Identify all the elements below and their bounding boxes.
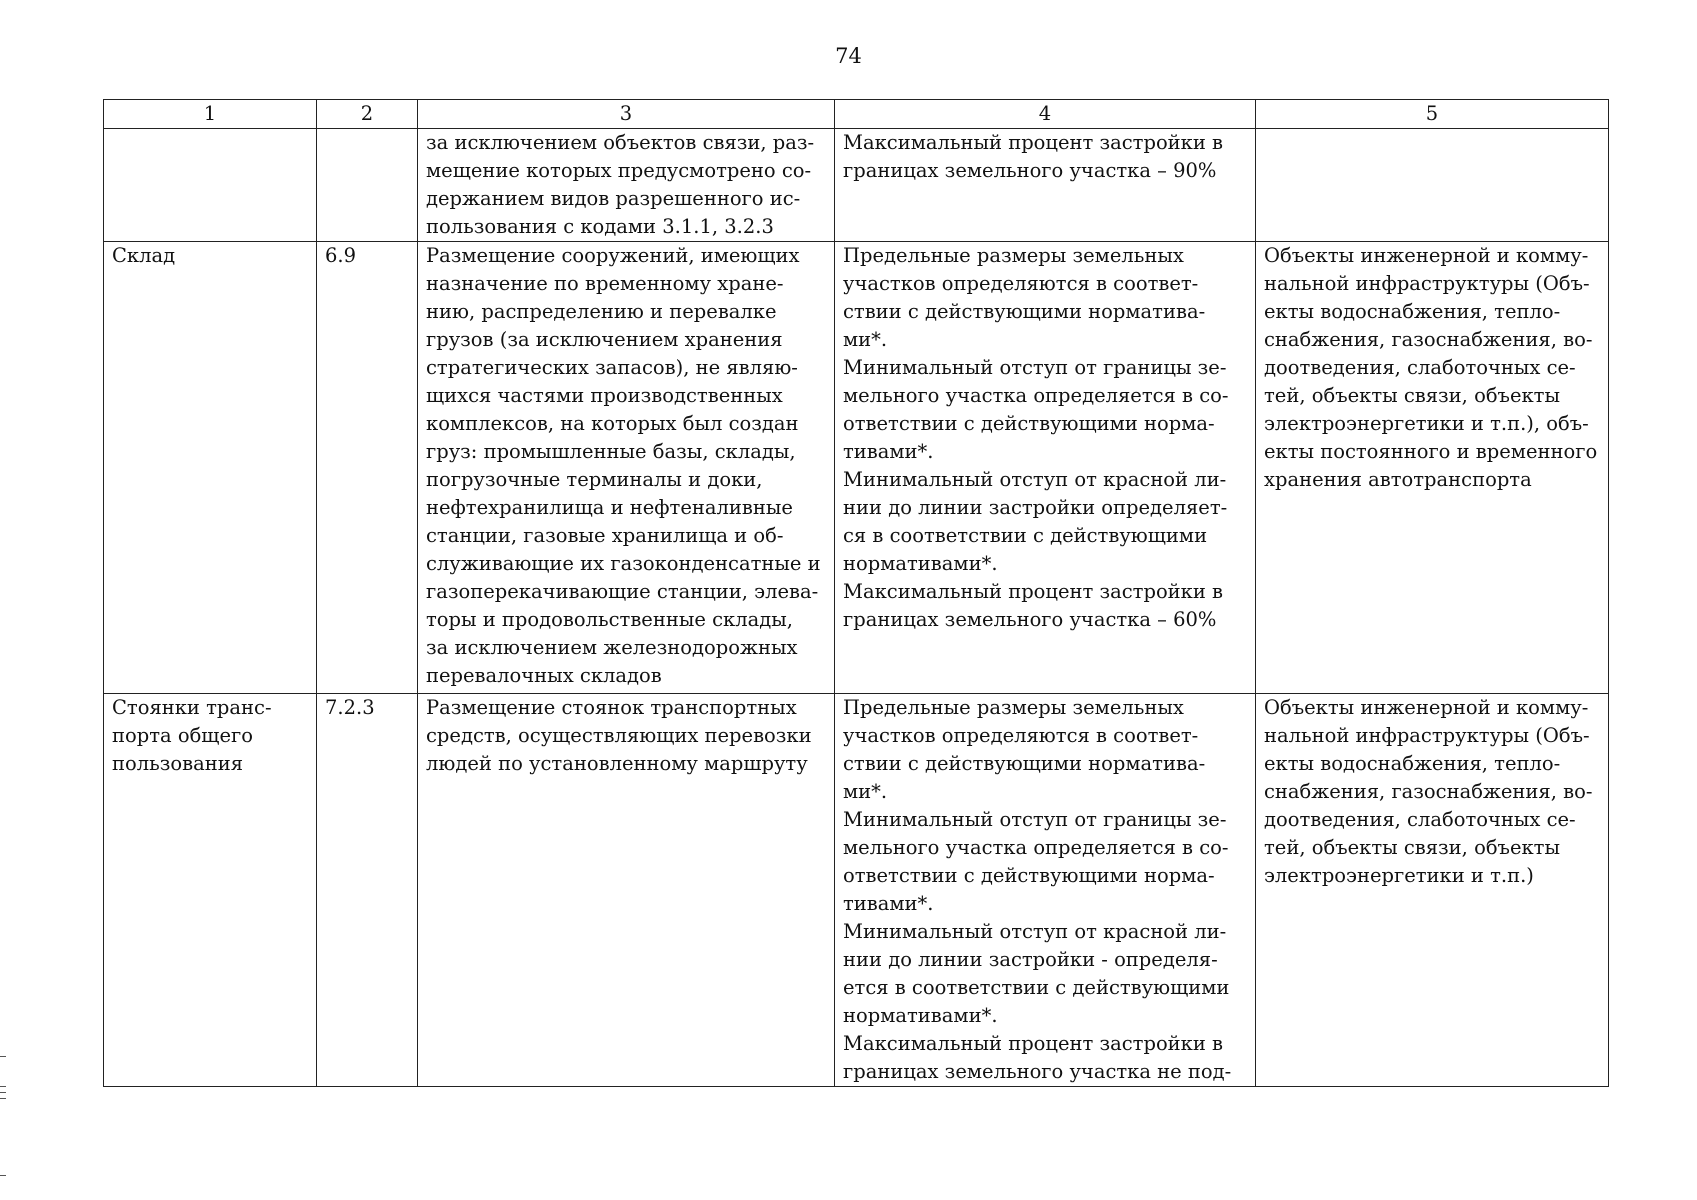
cell-text-line: мещение которых предусмотрено со- <box>426 159 812 182</box>
parameters-cell <box>835 694 1256 1087</box>
land-use-name-cell <box>104 242 317 694</box>
cell-text-line: щихся частями производственных <box>426 384 783 407</box>
cell-text-line: екты водоснабжения, тепло- <box>1264 752 1561 775</box>
cell-text-line: нальной инфраструктуры (Объ- <box>1264 272 1590 295</box>
cell-text-line: Размещение стоянок транспортных <box>426 696 797 719</box>
cell-text-line: мельного участка определяется в со- <box>843 384 1229 407</box>
cell-text-line: Объекты инженерной и комму- <box>1264 244 1589 267</box>
cell-text-line: газоперекачивающие станции, элева- <box>426 580 819 603</box>
code-cell <box>317 694 418 1087</box>
column-header-3: 3 <box>418 100 835 129</box>
cell-text-line: ствии с действующими нормативa- <box>843 752 1206 775</box>
column-header-4: 4 <box>835 100 1256 129</box>
cell-text-line: Стоянки транс- <box>112 696 272 719</box>
cell-text-line: участков определяются в соответ- <box>843 724 1199 747</box>
cell-text-line: держанием видов разрешенного ис- <box>426 187 801 210</box>
cell-text-line: средств, осуществляющих перевозки <box>426 724 812 747</box>
table-row <box>104 129 1609 242</box>
cell-text-line: станции, газовые хранилища и об- <box>426 524 784 547</box>
cell-text-line: участков определяются в соответ- <box>843 272 1199 295</box>
code-cell <box>317 242 418 694</box>
page-number: 74 <box>835 44 862 68</box>
auxiliary-objects-cell <box>1256 694 1609 1087</box>
cell-text-line: Максимальный процент застройки в <box>843 580 1224 603</box>
cell-text-line: Предельные размеры земельных <box>843 244 1184 267</box>
cell-text-line: ся в соответствии с действующими <box>843 524 1208 547</box>
description-cell <box>418 242 835 694</box>
cell-text-line: людей по установленному маршруту <box>426 752 808 775</box>
cell-text-line: электроэнергетики и т.п.), объ- <box>1264 412 1589 435</box>
cell-text-line: границах земельного участка не под- <box>843 1060 1232 1083</box>
cell-text-line: груз: промышленные базы, склады, <box>426 440 796 463</box>
cell-text-line: екты водоснабжения, тепло- <box>1264 300 1561 323</box>
auxiliary-objects-cell <box>1256 242 1609 694</box>
cell-text-line: торы и продовольственные склады, <box>426 608 793 631</box>
cell-text-line: нию, распределению и перевалке <box>426 300 777 323</box>
cell-text-line: ответствии с действующими норма- <box>843 864 1215 887</box>
cell-text-line: Максимальный процент застройки в <box>843 131 1224 154</box>
parameters-cell <box>835 129 1256 242</box>
cell-text-line: границах земельного участка – 90% <box>843 159 1217 182</box>
column-header-5: 5 <box>1256 100 1609 129</box>
cell-text-line: нормативами*. <box>843 552 998 575</box>
cell-text-line: снабжения, газоснабжения, во- <box>1264 780 1593 803</box>
table-header-row <box>104 100 1609 129</box>
cell-text-line: Минимальный отступ от границы зе- <box>843 356 1227 379</box>
cell-text-line: ствии с действующими нормативa- <box>843 300 1206 323</box>
cell-text-line: нии до линии застройки - определя- <box>843 948 1218 971</box>
scan-edge-mark <box>0 1056 6 1057</box>
cell-text-line: доотведения, слаботочных се- <box>1264 808 1576 831</box>
table-row <box>104 694 1609 1087</box>
cell-text-line: 6.9 <box>325 244 357 267</box>
cell-text-line: Склад <box>112 244 176 267</box>
cell-text-line: тей, объекты связи, объекты <box>1264 836 1560 859</box>
land-use-table <box>103 99 1609 1087</box>
cell-text-line: Объекты инженерной и комму- <box>1264 696 1589 719</box>
cell-text-line: назначение по временному хране- <box>426 272 784 295</box>
cell-text-line: тивами*. <box>843 892 934 915</box>
cell-text-line: Минимальный отступ от красной ли- <box>843 468 1227 491</box>
description-cell <box>418 129 835 242</box>
scan-edge-mark <box>0 1086 6 1087</box>
cell-text-line: Размещение сооружений, имеющих <box>426 244 800 267</box>
cell-text-line: ми*. <box>843 780 888 803</box>
column-header-2: 2 <box>317 100 418 129</box>
cell-text-line: ется в соответствии с действующими <box>843 976 1230 999</box>
cell-text-line: перевалочных складов <box>426 664 662 687</box>
cell-text-line: хранения автотранспорта <box>1264 468 1532 491</box>
cell-text-line: ответствии с действующими норма- <box>843 412 1215 435</box>
cell-text-line: погрузочные терминалы и доки, <box>426 468 763 491</box>
cell-text-line: грузов (за исключением хранения <box>426 328 783 351</box>
column-header-1: 1 <box>104 100 317 129</box>
cell-text-line: Предельные размеры земельных <box>843 696 1184 719</box>
cell-text-line: служивающие их газоконденсатные и <box>426 552 821 575</box>
table-row <box>104 242 1609 694</box>
cell-text-line: пользования <box>112 752 244 775</box>
cell-text-line: за исключением объектов связи, раз- <box>426 131 815 154</box>
parameters-cell <box>835 242 1256 694</box>
cell-text-line: нормативами*. <box>843 1004 998 1027</box>
scan-edge-mark <box>0 1092 6 1093</box>
cell-text-line: стратегических запасов), не являю- <box>426 356 798 379</box>
cell-text-line: нии до линии застройки определяет- <box>843 496 1228 519</box>
cell-text-line: нальной инфраструктуры (Объ- <box>1264 724 1590 747</box>
cell-text-line: 7.2.3 <box>325 696 375 719</box>
cell-text-line: доотведения, слаботочных се- <box>1264 356 1576 379</box>
cell-text-line: границах земельного участка – 60% <box>843 608 1217 631</box>
land-use-name-cell <box>104 694 317 1087</box>
cell-text-line: электроэнергетики и т.п.) <box>1264 864 1534 887</box>
cell-text-line: снабжения, газоснабжения, во- <box>1264 328 1593 351</box>
land-use-name-cell <box>104 129 317 242</box>
cell-text-line: мельного участка определяется в со- <box>843 836 1229 859</box>
cell-text-line: за исключением железнодорожных <box>426 636 798 659</box>
cell-text-line: Минимальный отступ от красной ли- <box>843 920 1227 943</box>
cell-text-line: Максимальный процент застройки в <box>843 1032 1224 1055</box>
description-cell <box>418 694 835 1087</box>
cell-text-line: пользования с кодами 3.1.1, 3.2.3 <box>426 215 774 238</box>
cell-text-line: ми*. <box>843 328 888 351</box>
scan-edge-mark <box>0 1175 6 1176</box>
cell-text-line: порта общего <box>112 724 253 747</box>
cell-text-line: комплексов, на которых был создан <box>426 412 799 435</box>
cell-text-line: нефтехранилища и нефтеналивные <box>426 496 793 519</box>
cell-text-line: Минимальный отступ от границы зе- <box>843 808 1227 831</box>
scan-edge-mark <box>0 1098 6 1099</box>
cell-text-line: екты постоянного и временного <box>1264 440 1598 463</box>
code-cell <box>317 129 418 242</box>
cell-text-line: тей, объекты связи, объекты <box>1264 384 1560 407</box>
auxiliary-objects-cell <box>1256 129 1609 242</box>
cell-text-line: тивами*. <box>843 440 934 463</box>
